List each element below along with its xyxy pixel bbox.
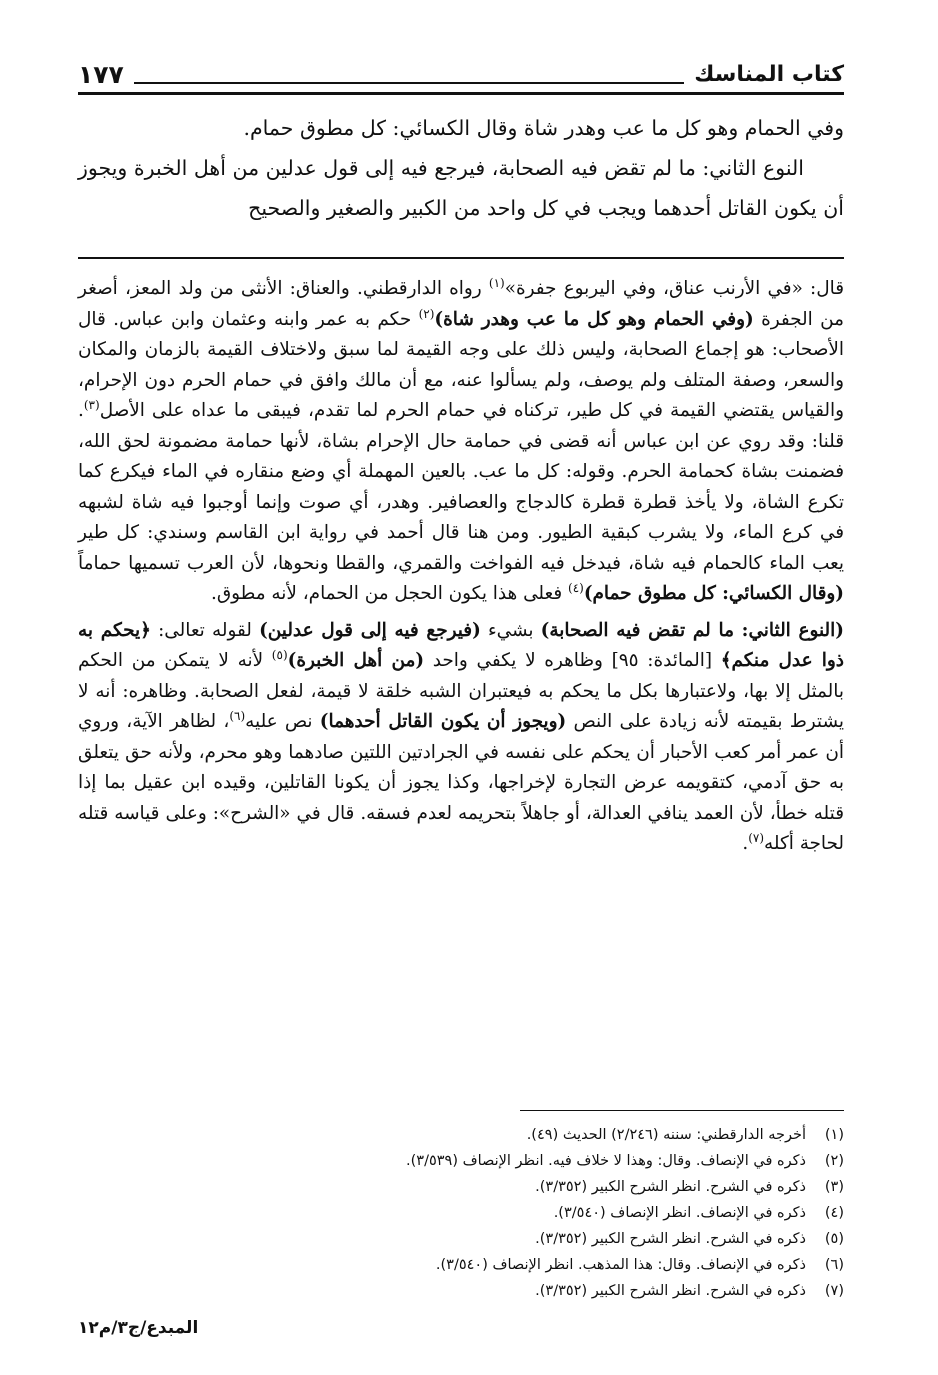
sharh-text-run: . قلنا: وقد روي عن ابن عباس أنه قضى في حمامة حال الإحرام بشاة، لأنها حمامة مضمونة لحق الله، فضمنت بشاة كحمامة الحرم. وقوله: كل ما عب. بالعين المهملة أي وضع منقاره في الماء فيكرع كما تكرع الشاة، ولا يأخذ قطرة قطرة كالدجاج والعصافير. وهدر، أي صوت وإنما أوجبوا فيه شاة لشبهه في كرع الماء، ولا يشرب كبقية الطيور. ومن هنا قال أحمد في رواية ابن القاسم وسندي: كل طير يعب الماء كالحمام فيه شاة، فيدخل فيه الفواخت والقمري، والقطا ونحوها، لأن العرب تسميها حماماً [78, 400, 844, 574]
sharh-text-run: قال: «في الأرنب عناق، وفي اليربوع جفرة» [504, 278, 844, 299]
sharh-text-run: فعلى هذا يكون الحجل من الحمام، لأنه مطوق. [211, 583, 569, 604]
footnote-number: (١) [824, 1127, 844, 1143]
matn-text [78, 108, 844, 228]
sharh-paragraph-2 [78, 616, 844, 860]
sharh-paragraph-1 [78, 274, 844, 610]
header-rule [78, 92, 844, 95]
footnote-ref-1[interactable]: (١) [488, 275, 505, 290]
matn-quote: (وفي الحمام وهو كل ما عب وهدر شاة) [434, 308, 754, 330]
footnote-ref-3[interactable]: (٣) [83, 397, 100, 412]
page-number: ١٧٧ [78, 60, 124, 89]
matn-paragraph: النوع الثاني: ما لم تقض فيه الصحابة، فيرجع فيه إلى قول عدلين من أهل الخبرة ويجوز أن يكون القاتل أحدهما ويجب في كل واحد من الكبير والصغير والصحيح [78, 156, 844, 220]
footnote-item [78, 1278, 844, 1304]
footnote-number: (٥) [824, 1231, 844, 1247]
footnote-text: ذكره في الإنصاف. وقال: وهذا لا خلاف فيه. انظر الإنصاف (٣/٥٣٩). [406, 1153, 806, 1169]
matn-quote: (النوع الثاني: ما لم تقض فيه الصحابة) [540, 619, 844, 641]
footnote-item [78, 1252, 844, 1278]
footnote-ref-2[interactable]: (٢) [418, 306, 435, 321]
matn-quote: (من أهل الخبرة) [287, 650, 425, 671]
matn-quote: (وقال الكسائي: كل مطوق حمام) [583, 583, 844, 604]
footnote-text: ذكره في الإنصاف. انظر الإنصاف (٣/٥٤٠). [553, 1205, 806, 1221]
matn-sharh-separator [78, 257, 844, 259]
footnote-number: (٧) [824, 1283, 844, 1299]
footnote-ref-5[interactable]: (٥) [271, 647, 288, 662]
page-header [78, 50, 844, 90]
footnote-number: (٣) [824, 1179, 844, 1195]
sharh-text-run: ، لظاهر الآية، وروي أن عمر أمر كعب الأحبار أن يحكم على نفسه في الجرادتين اللتين صادهما وهو محرم، ولأنه حق يتعلق به حق آدمي، كتقويمه عرض التجارة لإخراجها، وكذا يجوز أن يكونا القاتلين، وقيده ابن عقيل بما إذا قتله خطأ، لأن العمد ينافي العدالة، أو جاهلاً بتحريمه لعدم فسقه. قال في «الشرح»: وعلى قياسه قتله لحاجة أكله [78, 711, 844, 854]
footnote-ref-4[interactable]: (٤) [568, 580, 584, 595]
footnote-item [78, 1200, 844, 1226]
footnote-number: (٦) [824, 1257, 844, 1273]
matn-quote: (ويجوز أن يكون القاتل أحدهما) [319, 711, 567, 732]
matn-paragraph: وفي الحمام وهو كل ما عب وهدر شاة وقال الكسائي: كل مطوق حمام. [243, 116, 844, 140]
footnote-separator [520, 1110, 844, 1111]
matn-quote: (فيرجع فيه إلى قول عدلين) [259, 619, 481, 641]
footnote-item [78, 1148, 844, 1174]
sharh-text [78, 274, 844, 860]
footnote-text: ذكره في الشرح. انظر الشرح الكبير (٣/٣٥٢). [535, 1179, 806, 1195]
sharh-text-run: [المائدة: ٩٥] وظاهره لا يكفي واحد [424, 650, 721, 671]
footnotes [78, 1122, 844, 1304]
footnote-item [78, 1226, 844, 1252]
footnote-item [78, 1122, 844, 1148]
sharh-text-run: لأنه لا يتمكن من الحكم بالمثل إلا بها، ولاعتبارها بكل ما يحكم به فيعتبران الشبه خلقة لا قيمة، لفعل الصحابة. وظاهره: أنه لا يشترط بقيمته لأنه زيادة على النص [78, 650, 844, 732]
footnote-ref-6[interactable]: (٦) [229, 708, 246, 723]
running-title: كتاب المناسك [694, 62, 844, 87]
footnote-text: أخرجه الدارقطني: سننه (٢/٢٤٦) الحديث (٤٩). [526, 1127, 806, 1143]
footnote-text: ذكره في الشرح. انظر الشرح الكبير (٣/٣٥٢). [535, 1283, 806, 1299]
footnote-item [78, 1174, 844, 1200]
header-line [134, 82, 685, 84]
sharh-text-run: رواه الدارقطني. والعناق: الأنثى من ولد المعز، أصغر من الجفرة [78, 278, 844, 330]
sharh-text-run: نص عليه [245, 711, 320, 732]
sharh-text-run: بشيء [480, 619, 541, 641]
printer-signature: المبدع/ج٣/م١٢ [78, 1318, 199, 1338]
footnote-ref-7[interactable]: (٧) [748, 830, 765, 845]
sharh-text-run: حكم به عمر وابنه وعثمان وابن عباس. قال الأصحاب: هو إجماع الصحابة، وليس ذلك على وجه القيمة لما سبق ولاختلاف القيمة بالزمان والمكان والسعر، وصفة المتلف ولم يوصف، ولم يسألوا عنه، مع أن مالك وافق في حمام الحرم دون الإحرام، والقياس يقتضي القيمة في كل طير، تركناه في حمام الحرم لما تقدم، فيبقى ما عداه على الأصل [78, 308, 844, 421]
sharh-text-run: . [742, 833, 749, 854]
footnote-text: ذكره في الإنصاف. وقال: هذا المذهب. انظر الإنصاف (٣/٥٤٠). [435, 1257, 806, 1273]
sharh-text-run: لقوله تعالى: [150, 619, 260, 641]
quran-quote: ﴿يحكم به ذوا عدل منكم﴾ [78, 619, 844, 671]
footnote-number: (٤) [824, 1205, 844, 1221]
footnote-text: ذكره في الشرح. انظر الشرح الكبير (٣/٣٥٢). [535, 1231, 806, 1247]
footnote-number: (٢) [824, 1153, 844, 1169]
